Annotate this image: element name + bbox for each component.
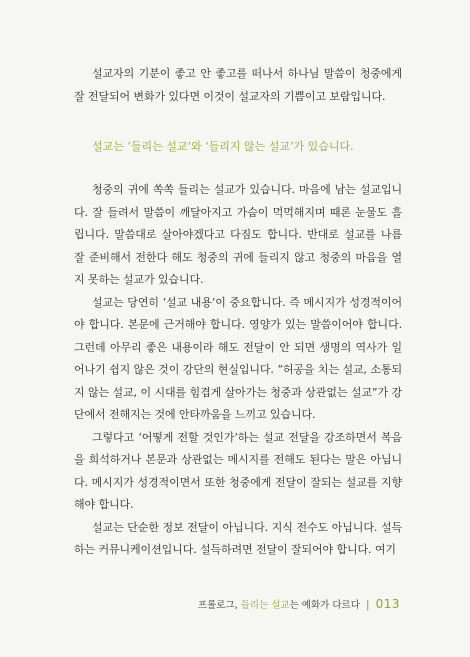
running-footer [198,597,400,611]
section-subheading: 설교는 ‘들리는 설교’와 ‘들리지 않는 설교’가 있습니다. [92,140,354,153]
footer-separator: | [365,598,370,611]
body-paragraph: 설교는 당연히 ‘설교 내용’이 중요합니다. 즉 메시지가 성경적이어야 합니다. 본문에 근거해야 합니다. 영양가 있는 말씀이어야 합니다. 그런데 아무리 좋은 내용이라 해도 전달이 안 되면 생명의 역사가 일어나기 쉽지 않은 것이 강단의 현실입니다. “허공을 치는 설교, 소통되지 않는 설교, 이 시대를 힘겹게 살아가는 청중과 상관없는 설교”가 강단에서 전해지는 것에 안타까움을 느끼고 있습니다. [74,295,402,421]
intro-paragraph: 설교자의 기분이 좋고 안 좋고를 떠나서 하나님 말씀이 청중에게 잘 전달되어 변화가 있다면 이것이 설교자의 기쁨이고 보람입니다. [74,67,402,103]
body-paragraph: 청중의 귀에 쏙쏙 들리는 설교가 있습니다. 마음에 남는 설교입니다. 잘 들려서 말씀이 깨달아지고 가슴이 먹먹해지며 때론 눈물도 흘립니다. 말씀대로 살아야겠다고 다짐도 합니다. 반대로 설교를 나름 잘 준비해서 전한다 해도 청중의 귀에 들리지 않고 청중의 마음을 열지 못하는 설교가 있습니다. [74,183,402,286]
body-paragraph: 설교는 단순한 정보 전달이 아닙니다. 지식 전수도 아닙니다. 설득하는 커뮤니케이션입니다. 설득하려면 전달이 잘되어야 합니다. 여기 [74,520,402,556]
footer-prefix: 프롤로그, [197,600,238,611]
body-text [74,179,402,562]
footer-suffix: 는 예화가 다르다 [289,600,360,611]
footer-accent: 들리는 설교 [240,600,290,611]
intro-paragraph-block [74,63,402,108]
page-number: 013 [375,597,400,611]
body-paragraph: 그렇다고 ‘어떻게 전할 것인가’하는 설교 전달을 강조하면서 복음을 희석하거나 본문과 상관없는 메시지를 전해도 된다는 말은 아닙니다. 메시지가 성경적이면서 또한 청중에게 전달이 잘되는 설교를 지향해야 합니다. [74,430,402,511]
